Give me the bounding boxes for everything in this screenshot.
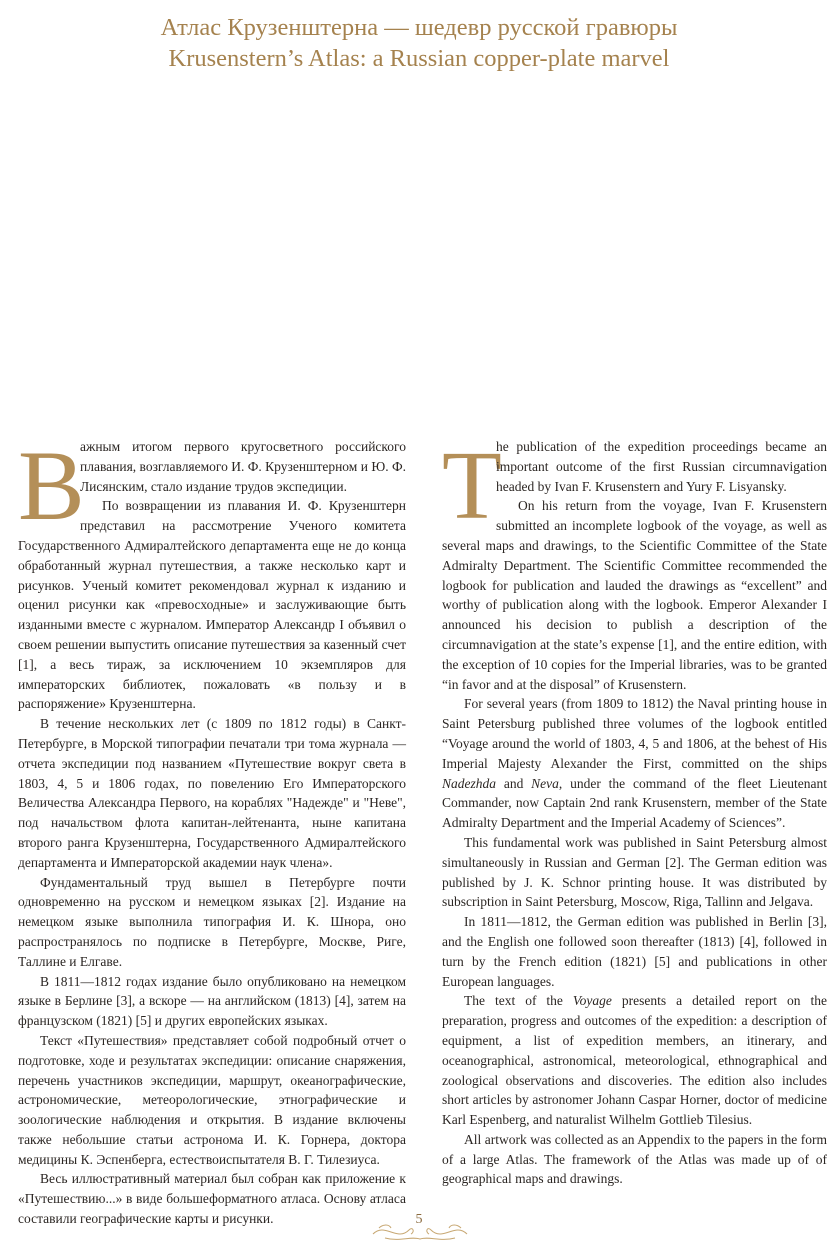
ru-paragraph-2: По возвращении из плавания И. Ф. Крузенштерн представил на рассмотрение Ученого комитета Государственного Адмиралтейского департамента еще не до конца обработанный журнал путешествия, а также несколько карт и рисунков. Ученый комитет рекомендовал журнал к изданию и оценил рисунки как «превосходные» и заслуживающие быть изданными вместе с журналом. Император Александр I объявил о своем решении выпустить описание путешествия за казенный счет [1], а весь тираж, за исключением 10 экземпляров для императорских библиотек, пожаловать «в пользу и в распоряжение» Крузенштерна. — [18, 498, 406, 712]
en-p3-text-a: For several years (from 1809 to 1812) the Naval printing house in Saint Petersburg published three volumes of the logbook entitled “Voyage around the world of 1803, 4, 5 and 1806, at the behest of His Imperial Majesty Alexander the First, committed on the ships — [442, 696, 827, 771]
en-paragraph-6 — [442, 991, 827, 1130]
page-number: 5 — [415, 1212, 423, 1227]
en-paragraph-2: On his return from the voyage, Ivan F. Krusenstern submitted an incomplete logbook of the voyage, as well as several maps and drawings, to the Scientific Committee of the State Admiralty Department. The Scientific Committee recommended the logbook for publication and lauded the drawings as “excellent” and worthy of publication along with the logbook. Emperor Alexander I announced his decision to publish a description of the circumnavigation at the state’s expense [1], and the entire edition, with the exception of 10 copies for the Imperial libraries, was to be granted “in favor and at the disposal” of Krusenstern. — [442, 498, 827, 692]
en-paragraph-1: he publication of the expedition proceedings became an important outcome of the first Russian circumnavigation headed by Ivan F. Krusenstern and Yury F. Lisyansky. — [496, 439, 827, 494]
title-russian: Атлас Крузенштерна — шедевр русской гравюры — [160, 14, 678, 41]
en-p3-and: and — [496, 775, 532, 791]
russian-column — [18, 430, 406, 1229]
voyage-title-italic: Voyage — [572, 993, 612, 1009]
en-paragraph-5: In 1811—1812, the German edition was published in Berlin [3], and the English one followed soon thereafter (1813) [4], followed in turn by the French edition (1821) [5] and publications in other European languages. — [442, 914, 827, 989]
en-paragraph-4: This fundamental work was published in Saint Petersburg almost simultaneously in Russian and German [2]. The German edition was published by J. K. Schnor printing house. It was distributed by subscription in Saint Petersburg, Moscow, Riga, Tallinn and Jelgava. — [442, 834, 827, 910]
en-p6-text-a: The text of the — [464, 993, 573, 1009]
dropcap-russian: В — [18, 430, 85, 541]
ship-name-nadezhda: Nadezhda — [442, 775, 496, 791]
en-p3-text-b: , under the command of the fleet Lieutenant Commander, now Captain 2nd rank Krusenstern, member of the State Admiralty Department and the Imperial Academy of Sciences”. — [442, 775, 827, 831]
ru-paragraph-5: В 1811—1812 годах издание было опубликовано на немецком языке в Берлине [3], а вскоре — на английском (1813) [4], затем на французском (1821) [5] и других европейских языках. — [18, 973, 406, 1029]
en-p6-text-b: presents a detailed report on the preparation, progress and outcomes of the expedition: a description of equipment, a list of expedition members, an itinerary, and oceanographical, astronomical, meteorological, ethnographical and zoological observations and discoveries. The edition also includes short articles by astronomer Johann Caspar Horner, doctor of medicine Karl Espenberg, and naturalist Wilhelm Gottlieb Tilesius. — [442, 993, 827, 1128]
english-column — [442, 432, 827, 1189]
ru-paragraph-6: Текст «Путешествия» представляет собой подробный отчет о подготовке, ходе и результатах экспедиции: описание снаряжения, перечень участников экспедиции, маршрут, океанографические, астрономические, метеорологические, этнографические и зоологические наблюдения и открытия. В издание включены также небольшие статьи астронома И. К. Горнера, доктора медицины К. Эспенберга, естествоиспытателя В. Г. Тилезиуса. — [18, 1032, 406, 1167]
en-paragraph-7: All artwork was collected as an Appendix to the papers in the form of a large Atlas. The framework of the Atlas was made up of of geographical maps and drawings. — [442, 1131, 827, 1187]
title-english: Krusenstern’s Atlas: a Russian copper-plate marvel — [168, 45, 670, 72]
ru-paragraph-1: ажным итогом первого кругосветного российского плавания, возглавляемого И. Ф. Крузенштерном и Ю. Ф. Лисянским, стало издание трудов экспедиции. — [80, 439, 406, 494]
ru-paragraph-4: Фундаментальный труд вышел в Петербурге почти одновременно на русском и немецком языках [2]. Издание на немецком языке выполнила типография И. К. Шнора, оно распространялось по подписке в Петербурге, Москве, Риге, Таллине и Елгаве. — [18, 874, 406, 969]
page-title — [0, 12, 838, 74]
ru-paragraph-3: В течение нескольких лет (с 1809 по 1812 годы) в Санкт-Петербурге, в Морской типографии печатали три тома журнала — отчета экспедиции под названием «Путешествие вокруг света в 1803, 4, 5 и 1806 годах, по повелению Его Императорского Величества Александра Первого, на кораблях "Надежде" и "Неве", под начальством флота капитан-лейтенанта, ныне капитана второго ранга Крузенштерна, Государственного Адмиралтейского департамента и Императорской академии наук члена». — [18, 716, 406, 870]
ru-paragraph-7: Весь иллюстративный материал был собран как приложение к «Путешествию...» в виде большеформатного атласа. Основу атласа составили географические карты и рисунки. — [18, 1171, 406, 1227]
ship-name-neva: Neva — [531, 775, 559, 791]
dropcap-english: T — [442, 432, 502, 540]
en-paragraph-3 — [442, 694, 827, 833]
